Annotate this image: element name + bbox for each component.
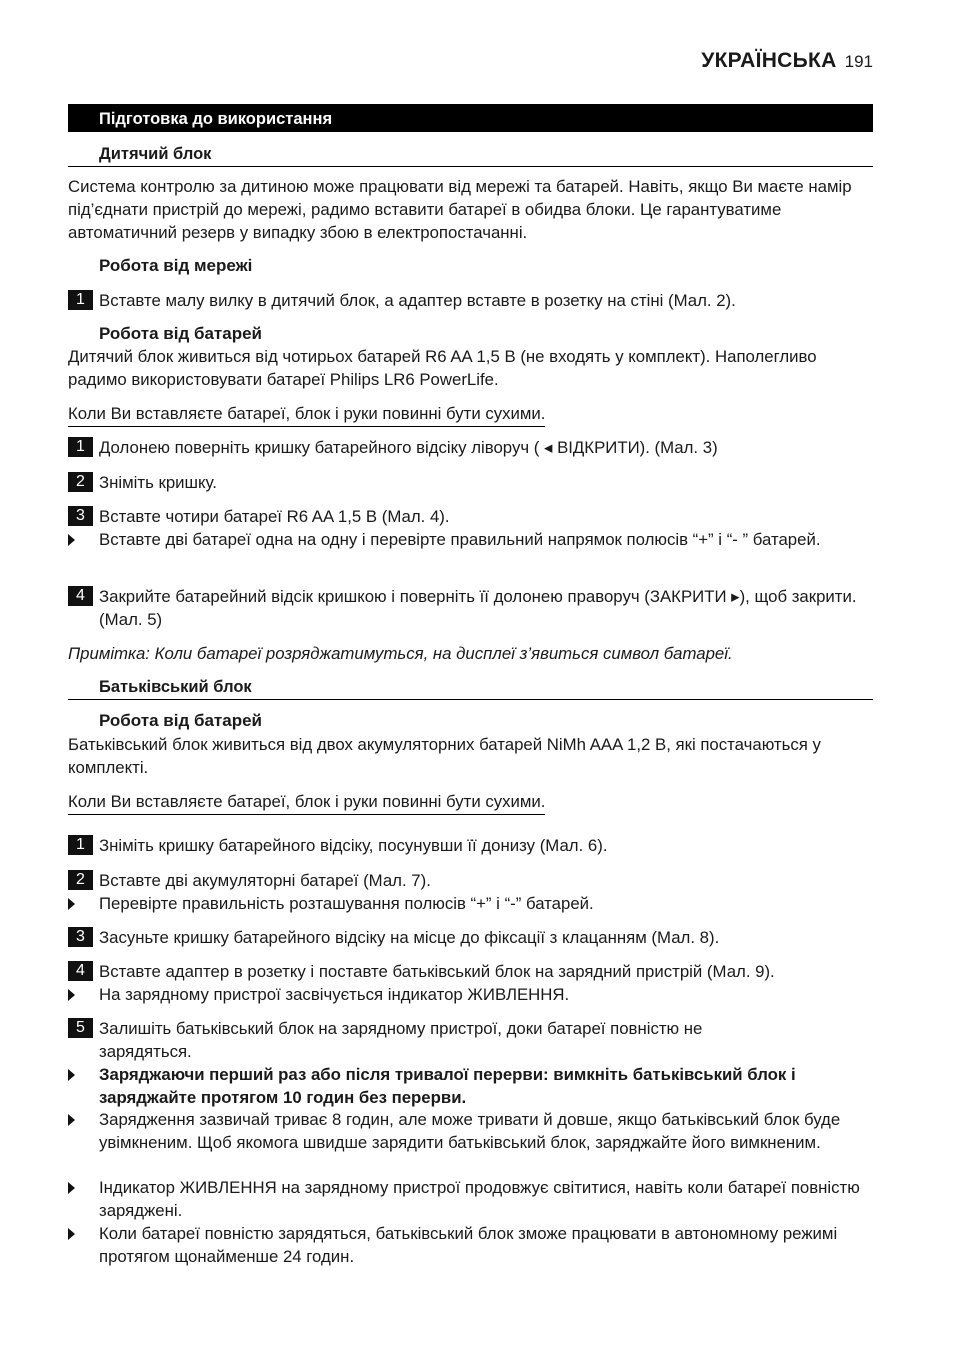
parent-battery-heading: Робота від батарей <box>99 711 262 730</box>
parent-battery-text: Батьківський блок живиться від двох акумуляторних батарей NiMh AAA 1,2 В, які постачаються у комплекті. <box>68 735 821 777</box>
parent-battery-step-5-bullet-4 <box>68 1222 873 1268</box>
bullet-arrow-icon <box>68 1114 75 1126</box>
step-text: Зніміть кришку. <box>99 473 217 492</box>
bullet-arrow-icon <box>68 898 75 910</box>
child-battery-step-4 <box>68 585 873 631</box>
step-text: Залишіть батьківський блок на зарядному пристрої, доки батареї повністю не зарядяться. <box>99 1019 703 1061</box>
child-battery-note: Примітка: Коли батареї розряджатимуться, на дисплеї з’явиться символ батареї. <box>68 644 733 663</box>
step-number: 2 <box>68 472 93 492</box>
parent-unit-heading: Батьківський блок <box>68 676 873 700</box>
parent-battery-step-4 <box>68 960 873 983</box>
parent-battery-step-5 <box>68 1017 873 1063</box>
bullet-arrow-icon <box>68 1182 75 1194</box>
step-number: 3 <box>68 927 93 947</box>
parent-battery-step-1 <box>68 834 873 857</box>
step-number: 1 <box>68 835 93 855</box>
bullet-text: Коли батареї повністю зарядяться, батьківський блок зможе працювати в автономному режимі протягом щонайменше 24 годин. <box>99 1224 838 1266</box>
bullet-text: Вставте дві батареї одна на одну і перевірте правильний напрямок полюсів “+” і “- ” батарей. <box>99 530 821 549</box>
parent-battery-step-5-bullet-1 <box>68 1063 873 1109</box>
child-battery-step-3-bullet <box>68 528 873 551</box>
parent-battery-warning: Коли Ви вставляєте батареї, блок і руки повинні бути сухими. <box>68 790 545 815</box>
bullet-text: Індикатор ЖИВЛЕННЯ на зарядному пристрої продовжує світитися, навіть коли батареї повністю заряджені. <box>99 1178 860 1220</box>
bullet-text: Зарядження зазвичай триває 8 годин, але може тривати й довше, якщо батьківський блок буде увімкненим. Щоб якомога швидше зарядити батьківський блок, заряджайте його вимкненим. <box>99 1110 841 1152</box>
bullet-text: На зарядному пристрої засвічується індикатор ЖИВЛЕННЯ. <box>99 985 570 1004</box>
step-text: Закрийте батарейний відсік кришкою і поверніть її долонею праворуч (ЗАКРИТИ ▸), щоб закрити. (Мал. 5) <box>99 587 857 629</box>
step-number: 1 <box>68 437 93 457</box>
parent-battery-step-2-bullet <box>68 892 873 915</box>
language-label: УКРАЇНСЬКА <box>701 49 837 72</box>
bullet-arrow-icon <box>68 1069 75 1081</box>
step-number: 1 <box>68 290 93 310</box>
child-unit-heading: Дитячий блок <box>68 143 873 167</box>
mains-heading: Робота від мережі <box>99 256 253 275</box>
step-number: 4 <box>68 586 93 606</box>
page-header <box>68 48 873 75</box>
child-battery-heading: Робота від батарей <box>99 324 262 343</box>
child-unit-intro: Система контролю за дитиною може працювати від мережі та батарей. Навіть, якщо Ви маєте намір під’єднати пристрій до мережі, радимо вставити батареї в обидва блоки. Це гарантуватиме автоматичний резерв у випадку збою в електропостачанні. <box>68 177 852 242</box>
step-text: Вставте адаптер в розетку і поставте батьківський блок на зарядний пристрій (Мал. 9). <box>99 962 775 981</box>
step-text: Зніміть кришку батарейного відсіку, посунувши її донизу (Мал. 6). <box>99 836 608 855</box>
page-number: 191 <box>844 52 873 71</box>
step-number: 3 <box>68 506 93 526</box>
step-text: Засуньте кришку батарейного відсіку на місце до фіксації з клацанням (Мал. 8). <box>99 928 720 947</box>
step-number: 4 <box>68 961 93 981</box>
bullet-text: Заряджаючи перший раз або після тривалої перерви: вимкніть батьківський блок і заряджайте протягом 10 годин без перерви. <box>99 1065 796 1107</box>
child-battery-text: Дитячий блок живиться від чотирьох батарей R6 AA 1,5 В (не входять у комплект). Наполегливо радимо використовувати батареї Philips LR6 PowerLife. <box>68 347 817 389</box>
bullet-arrow-icon <box>68 989 75 1001</box>
bullet-arrow-icon <box>68 534 75 546</box>
parent-battery-step-4-bullet <box>68 983 873 1006</box>
step-text: Вставте чотири батареї R6 AA 1,5 В (Мал. 4). <box>99 507 450 526</box>
section-title-bar: Підготовка до використання <box>68 104 873 132</box>
parent-battery-step-5-bullet-2 <box>68 1108 873 1154</box>
mains-step-1 <box>68 289 873 312</box>
parent-battery-step-3 <box>68 926 873 949</box>
bullet-arrow-icon <box>68 1228 75 1240</box>
child-battery-warning: Коли Ви вставляєте батареї, блок і руки повинні бути сухими. <box>68 402 545 427</box>
parent-battery-step-5-bullet-3 <box>68 1176 873 1222</box>
step-text: Долонею поверніть кришку батарейного відсіку ліворуч ( ◂ ВІДКРИТИ). (Мал. 3) <box>99 438 718 457</box>
parent-battery-step-2 <box>68 869 873 892</box>
child-battery-step-1 <box>68 436 873 459</box>
step-text: Вставте дві акумуляторні батареї (Мал. 7). <box>99 871 431 890</box>
child-battery-step-3 <box>68 505 873 528</box>
bullet-text: Перевірте правильність розташування полюсів “+” і “-” батарей. <box>99 894 594 913</box>
child-battery-step-2 <box>68 471 873 494</box>
step-number: 2 <box>68 870 93 890</box>
step-text: Вставте малу вилку в дитячий блок, а адаптер вставте в розетку на стіні (Мал. 2). <box>99 291 736 310</box>
step-number: 5 <box>68 1018 93 1038</box>
